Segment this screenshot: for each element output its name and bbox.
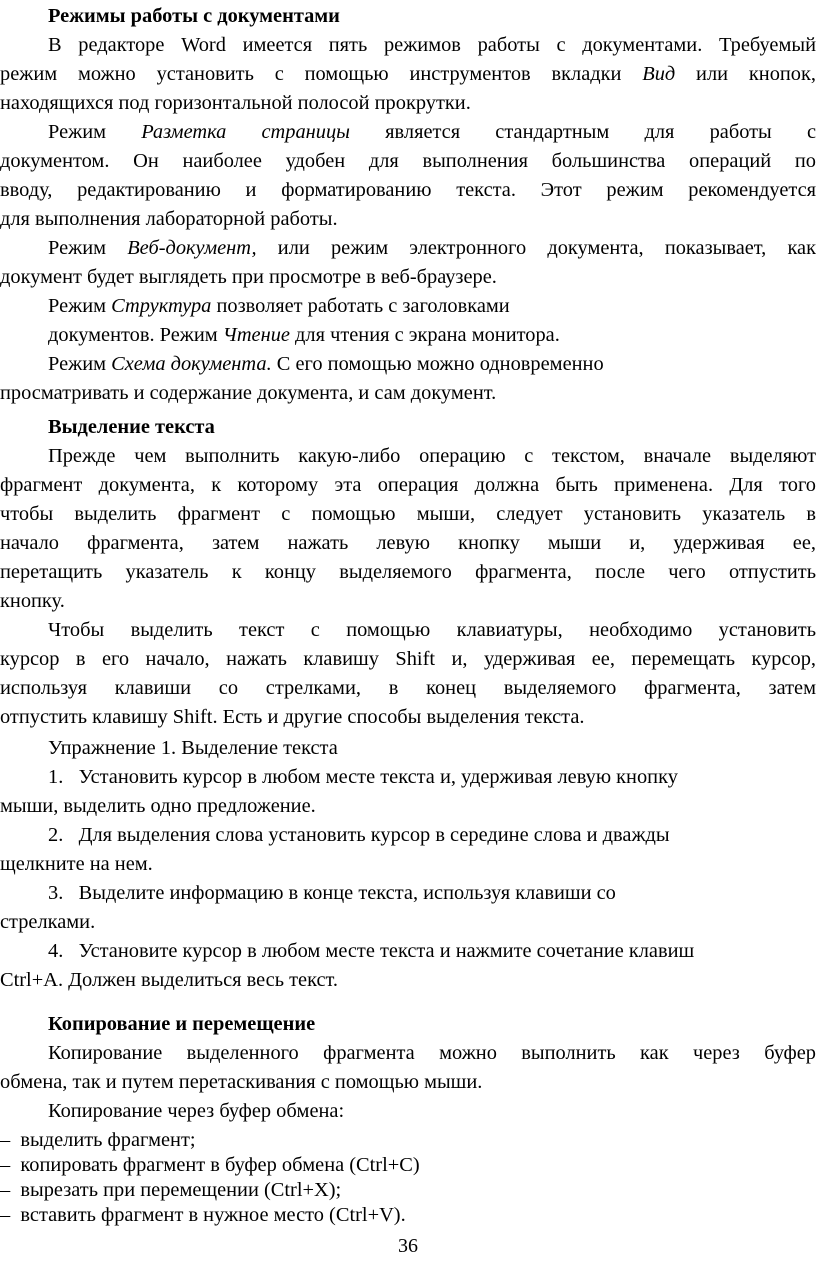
text-span: является стандартным для работы с [349,121,816,143]
paragraph-line [0,60,816,89]
exercise-item-continuation: Ctrl+A. Должен выделиться весь текст. [0,969,339,991]
italic-term-structure: Структура [111,295,212,317]
dash-marker: – [0,1204,11,1226]
bullet-text: вырезать при перемещении (Ctrl+X); [20,1179,342,1201]
text-span: С его помощью можно одновременно [271,353,604,375]
text-span: позволяет работать с заголовками [211,295,510,317]
paragraph-line: документом. Он наиболее удобен для выполнения большинства операций по [0,150,816,172]
exercise-item-continuation: стрелками. [0,911,96,933]
paragraph-line: чтобы выделить фрагмент с помощью мыши, следует установить указатель в [0,503,816,525]
text-span: для чтения с экрана монитора. [289,324,560,346]
text-span: Режим [48,121,142,143]
italic-term-vid: Вид [642,63,676,85]
dash-marker: – [0,1154,11,1176]
text-span: Режим [48,237,128,259]
paragraph-line: находящихся под горизонтальной полосой прокрутки. [0,92,471,114]
exercise-item [0,879,816,908]
exercise-title: Упражнение 1. Выделение текста [48,737,338,759]
paragraph-line [0,321,816,350]
paragraph-line: начало фрагмента, затем нажать левую кнопку мыши и, удерживая ее, [0,532,816,554]
paragraph-line [0,292,816,321]
exercise-item [0,763,816,792]
bullet-text: копировать фрагмент в буфер обмена (Ctrl+C) [20,1154,420,1176]
italic-term-reading: Чтение [222,324,290,346]
text-span: Режим [48,353,112,375]
paragraph-line: отпустить клавишу Shift. Есть и другие способы выделения текста. [0,706,585,728]
paragraph-line: перетащить указатель к концу выделяемого фрагмента, после чего отпустить [0,561,816,583]
text-span: режим можно установить с помощью инструментов вкладки [0,63,643,85]
section-heading-copying: Копирование и перемещение [48,1013,316,1035]
italic-term-web-document: Веб-документ, [127,237,257,259]
text-span: Режим [48,295,112,317]
paragraph-line: вводу, редактированию и форматированию текста. Этот режим рекомендуется [0,179,816,201]
item-text: Установить курсор в любом месте текста и, удерживая левую кнопку [78,766,678,788]
bullet-text: выделить фрагмент; [20,1129,196,1151]
bullet-item [0,1201,816,1230]
section-heading-selection: Выделение текста [48,416,215,438]
italic-term-page-layout: Разметка страницы [141,121,350,143]
paragraph-line: документ будет выглядеть при просмотре в веб-браузере. [0,266,497,288]
item-number: 4. [48,940,64,962]
item-number: 2. [48,824,64,846]
paragraph-line: Копирование через буфер обмена: [48,1100,345,1122]
page-number: 36 [398,1235,418,1257]
paragraph-line: В редакторе Word имеется пять режимов работы с документами. Требуемый [48,34,816,56]
text-span: документов. Режим [48,324,223,346]
bullet-text: вставить фрагмент в нужное место (Ctrl+V). [20,1204,406,1226]
exercise-item-continuation: щелкните на нем. [0,853,153,875]
paragraph-line [0,118,816,147]
paragraph-line: фрагмент документа, к которому эта операция должна быть применена. Для того [0,474,816,496]
dash-marker: – [0,1179,11,1201]
paragraph-line: обмена, так и путем перетаскивания с помощью мыши. [0,1071,483,1093]
item-text: Выделите информацию в конце текста, используя клавиши со [78,882,616,904]
paragraph-line: кнопку. [0,590,65,612]
paragraph-line: Копирование выделенного фрагмента можно выполнить как через буфер [48,1042,816,1064]
paragraph-line: курсор в его начало, нажать клавишу Shift и, удерживая ее, перемещать курсор, [0,648,816,670]
item-text: Для выделения слова установить курсор в середине слова и дважды [78,824,670,846]
item-number: 1. [48,766,64,788]
exercise-item-continuation: мыши, выделить одно предложение. [0,795,316,817]
paragraph-line [0,234,816,263]
paragraph-line: просматривать и содержание документа, и сам документ. [0,382,497,404]
paragraph-line: Чтобы выделить текст с помощью клавиатуры, необходимо установить [48,619,816,641]
italic-term-document-map: Схема документа. [111,353,272,375]
paragraph-line: Прежде чем выполнить какую-либо операцию с текстом, вначале выделяют [48,445,816,467]
section-heading-modes: Режимы работы с документами [48,5,340,27]
exercise-item [0,937,816,966]
dash-marker: – [0,1129,11,1151]
paragraph-line [0,350,816,379]
exercise-item [0,821,816,850]
item-number: 3. [48,882,64,904]
item-text: Установите курсор в любом месте текста и нажмите сочетание клавиш [78,940,695,962]
paragraph-line: используя клавиши со стрелками, в конец выделяемого фрагмента, затем [0,677,816,699]
text-span: или режим электронного документа, показывает, как [256,237,816,259]
paragraph-line: для выполнения лабораторной работы. [0,208,338,230]
text-span: или кнопок, [675,63,816,85]
